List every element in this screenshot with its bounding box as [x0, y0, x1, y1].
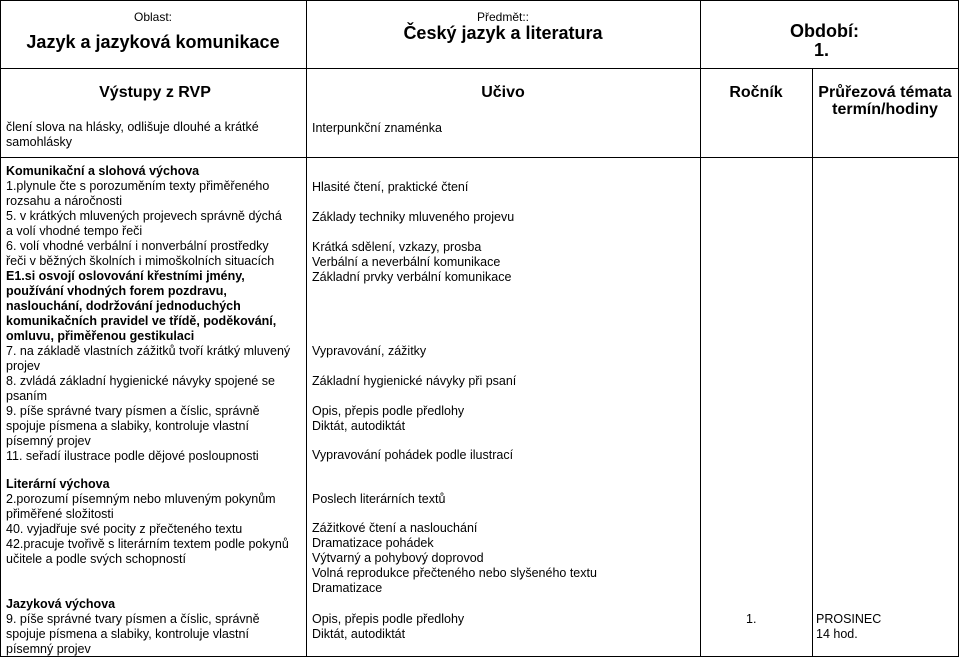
col-header-temata-l2: termín/hodiny: [832, 101, 938, 118]
literarni-ucivo-line: Volná reprodukce přečteného nebo slyšeného textu: [312, 566, 597, 580]
literarni-ucivo-line: Dramatizace pohádek: [312, 536, 434, 550]
jazykova-line: písemný projev: [6, 642, 91, 656]
literarni-ucivo-line: Výtvarný a pohybový doprovod: [312, 551, 484, 565]
row1-vystup-l2: samohlásky: [6, 135, 72, 149]
ucivo-opis: Opis, přepis podle předlohy: [312, 404, 465, 418]
jazykova-line: spojuje písmena a slabiky, kontroluje vlastní: [6, 627, 249, 641]
komunikacni-line: a volí vhodné tempo řeči: [6, 224, 143, 238]
obdobi-label: Období:: [790, 21, 859, 41]
literarni-line: přiměřené složitosti: [6, 507, 114, 521]
literarni-ucivo-line: Dramatizace: [312, 581, 383, 595]
row1-ucivo: Interpunkční znaménka: [312, 121, 442, 135]
komunikacni-line: 8. zvládá základní hygienické návyky spojené se: [6, 374, 275, 388]
literarni-line: 2.porozumí písemným nebo mluveným pokynům: [6, 492, 276, 506]
ucivo-hlasite: Hlasité čtení, praktické čtení: [312, 180, 469, 194]
jazykova-rocnik: 1.: [746, 612, 757, 626]
e1-line: naslouchání, dodržování jednoduchých: [6, 299, 241, 313]
col-divider-3: [812, 68, 813, 657]
komunikacni-line: rozsahu a náročnosti: [6, 194, 123, 208]
border-top: [0, 0, 959, 1]
literarni-ucivo-line: Zážitkové čtení a naslouchání: [312, 521, 478, 535]
literarni-heading: Literární výchova: [6, 477, 110, 491]
komunikacni-line: 1.plynule čte s porozuměním texty přiměřeného: [6, 179, 270, 193]
e1-line: používání vhodných forem pozdravu,: [6, 284, 227, 298]
literarni-line: učitele a podle svých schopností: [6, 552, 186, 566]
literarni-line: 40. vyjadřuje své pocity z přečteného textu: [6, 522, 243, 536]
ucivo-pohadky: Vypravování pohádek podle ilustrací: [312, 448, 514, 462]
ucivo-diktat: Diktát, autodiktát: [312, 419, 406, 433]
komunikacni-line: spojuje písmena a slabiky, kontroluje vlastní: [6, 419, 249, 433]
row1-vystup-l1: člení slova na hlásky, odlišuje dlouhé a krátké: [6, 120, 259, 134]
e1-line: omluvu, přiměřenou gestikulaci: [6, 329, 195, 343]
jazykova-temata-l2: 14 hod.: [816, 627, 858, 641]
komunikacni-line: psaním: [6, 389, 47, 403]
ucivo-verbalni: Verbální a neverbální komunikace: [312, 255, 501, 269]
row1-bottom-line: [0, 157, 959, 158]
predmet-value: Český jazyk a literatura: [403, 23, 603, 43]
col-divider-1: [306, 68, 307, 657]
col-header-rocnik: Ročník: [729, 84, 783, 101]
jazykova-ucivo: [312, 612, 464, 642]
jazykova-heading: Jazyková výchova: [6, 597, 116, 611]
predmet-label: Předmět::: [476, 10, 530, 24]
komunikacni-left: [6, 164, 306, 464]
jazykova-left: [6, 597, 306, 657]
jazykova-temata: [816, 612, 881, 642]
jazykova-line: 9. píše správné tvary písmen a číslic, správně: [6, 612, 260, 626]
literarni-ucivo-1: Poslech literárních textů: [312, 492, 446, 506]
col-divider-2: [700, 68, 701, 657]
jazykova-ucivo-line: Diktát, autodiktát: [312, 627, 406, 641]
ucivo-hygiena: Základní hygienické návyky při psaní: [312, 374, 517, 388]
col-header-ucivo: Učivo: [481, 84, 525, 101]
ucivo-vypravovani: Vypravování, zážitky: [312, 344, 427, 358]
literarni-left: [6, 477, 306, 567]
col-header-vystupy: Výstupy z RVP: [99, 84, 211, 101]
komunikacni-line: řeči v běžných školních i mimoškolních situacích: [6, 254, 275, 268]
col-header-temata-l1: Průřezová témata: [818, 84, 952, 101]
header-divider-2: [700, 0, 701, 68]
literarni-ucivo: [312, 521, 597, 596]
oblast-value: Jazyk a jazyková komunikace: [26, 32, 280, 52]
e1-line: komunikačních pravidel ve třídě, poděkování,: [6, 314, 277, 328]
ucivo-kratka: Krátká sdělení, vzkazy, prosba: [312, 240, 482, 254]
e1-line: E1.si osvojí oslovování křestními jmény,: [6, 269, 245, 283]
row1-vystup: [6, 120, 259, 150]
komunikacni-line: 7. na základě vlastních zážitků tvoří krátký mluvený: [6, 344, 291, 358]
ucivo-zaklady: Základy techniky mluveného projevu: [312, 210, 515, 224]
komunikacni-line: projev: [6, 359, 41, 373]
jazykova-temata-l1: PROSINEC: [816, 612, 882, 626]
jazykova-ucivo-line: Opis, přepis podle předlohy: [312, 612, 465, 626]
header-bottom-line: [0, 68, 959, 69]
komunikacni-line: 11. seřadí ilustrace podle dějové posloupnosti: [6, 449, 259, 463]
col-header-temata: [812, 84, 958, 118]
ucivo-prvky: Základní prvky verbální komunikace: [312, 270, 512, 284]
komunikacni-line: 6. volí vhodné verbální i nonverbální prostředky: [6, 239, 269, 253]
komunikacni-heading: Komunikační a slohová výchova: [6, 164, 200, 178]
komunikacni-line: písemný projev: [6, 434, 91, 448]
obdobi-value: 1.: [814, 40, 830, 60]
komunikacni-line: 5. v krátkých mluvených projevech správně dýchá: [6, 209, 282, 223]
literarni-line: 42.pracuje tvořivě s literárním textem podle pokynů: [6, 537, 289, 551]
komunikacni-line: 9. píše správné tvary písmen a číslic, správně: [6, 404, 260, 418]
oblast-label: Oblast:: [133, 10, 172, 24]
